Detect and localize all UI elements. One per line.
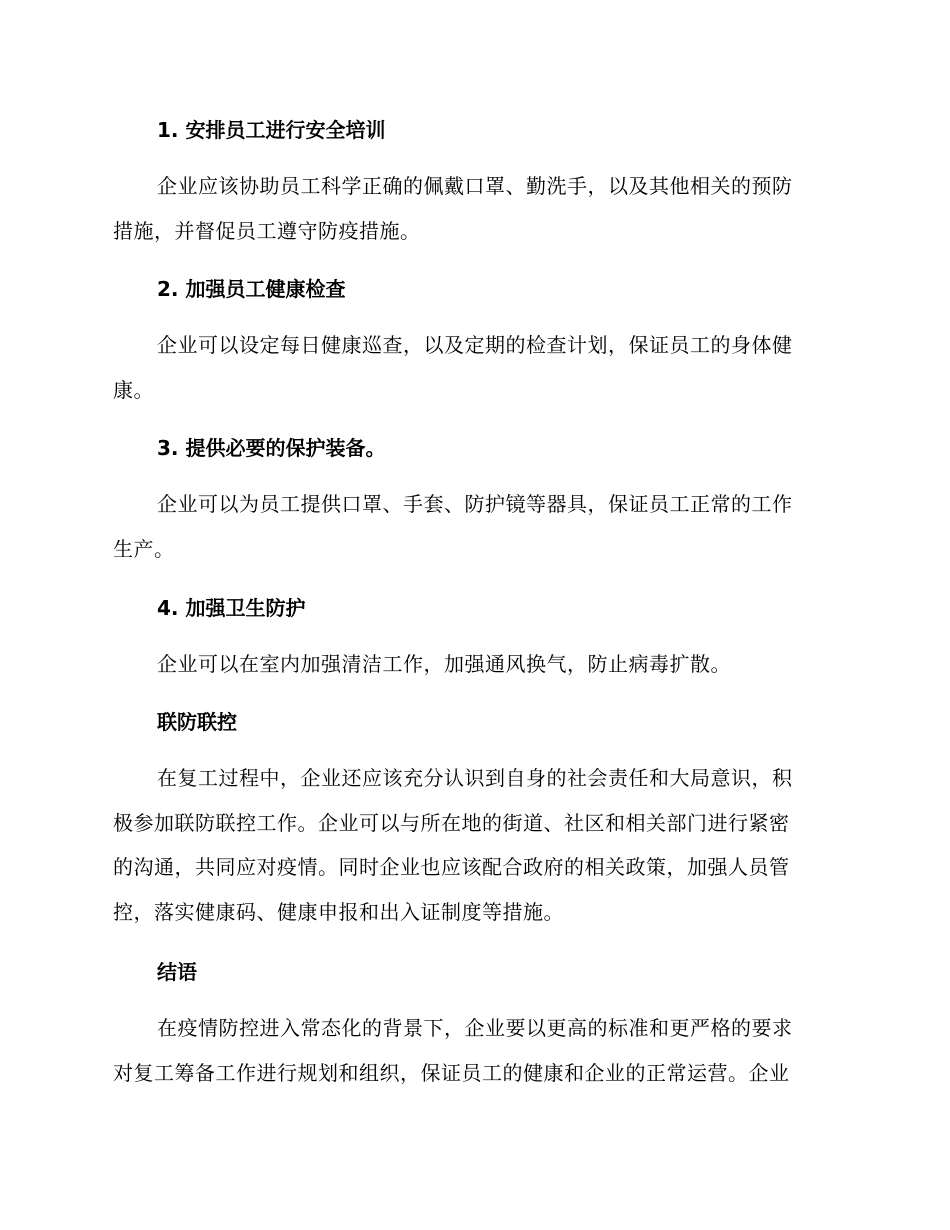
section-paragraph-conclusion bbox=[113, 1006, 833, 1095]
section-heading-conclusion: 结语 bbox=[157, 960, 197, 984]
paragraph-line: 措施，并督促员工遵守防疫措施。 bbox=[113, 218, 421, 243]
section-heading-joint-control: 联防联控 bbox=[157, 710, 237, 734]
section-heading-health-check: 2. 加强员工健康检查 bbox=[157, 277, 346, 301]
paragraph-line: 控，落实健康码、健康申报和出入证制度等措施。 bbox=[113, 899, 564, 924]
section-paragraph-hygiene bbox=[113, 642, 833, 687]
paragraph-line: 企业可以设定每日健康巡查，以及定期的检查计划，保证员工的身体健 bbox=[157, 333, 793, 357]
section-paragraph-training bbox=[113, 164, 833, 253]
paragraph-line: 的沟通，共同应对疫情。同时企业也应该配合政府的相关政策，加强人员管 bbox=[113, 855, 790, 879]
section-paragraph-joint-control bbox=[113, 756, 833, 934]
section-heading-training: 1. 安排员工进行安全培训 bbox=[157, 118, 386, 142]
paragraph-line: 对复工筹备工作进行规划和组织，保证员工的健康和企业的正常运营。企业 bbox=[113, 1060, 790, 1085]
paragraph-line: 在复工过程中，企业还应该充分认识到自身的社会责任和大局意识，积 bbox=[157, 766, 793, 790]
paragraph-line: 康。 bbox=[113, 377, 154, 402]
paragraph-line: 在疫情防控进入常态化的背景下，企业要以更高的标准和更严格的要求 bbox=[157, 1016, 793, 1040]
paragraph-line: 极参加联防联控工作。企业可以与所在地的街道、社区和相关部门进行紧密 bbox=[113, 810, 790, 835]
paragraph-line: 企业可以为员工提供口罩、手套、防护镜等器具，保证员工正常的工作 bbox=[157, 492, 793, 516]
section-paragraph-equipment bbox=[113, 482, 833, 571]
section-paragraph-health-check bbox=[113, 323, 833, 412]
section-heading-hygiene: 4. 加强卫生防护 bbox=[157, 596, 306, 620]
paragraph-line: 生产。 bbox=[113, 536, 175, 561]
paragraph-line: 企业可以在室内加强清洁工作，加强通风换气，防止病毒扩散。 bbox=[157, 652, 731, 676]
paragraph-line: 企业应该协助员工科学正确的佩戴口罩、勤洗手，以及其他相关的预防 bbox=[157, 174, 793, 198]
section-heading-equipment: 3. 提供必要的保护装备。 bbox=[157, 436, 386, 460]
